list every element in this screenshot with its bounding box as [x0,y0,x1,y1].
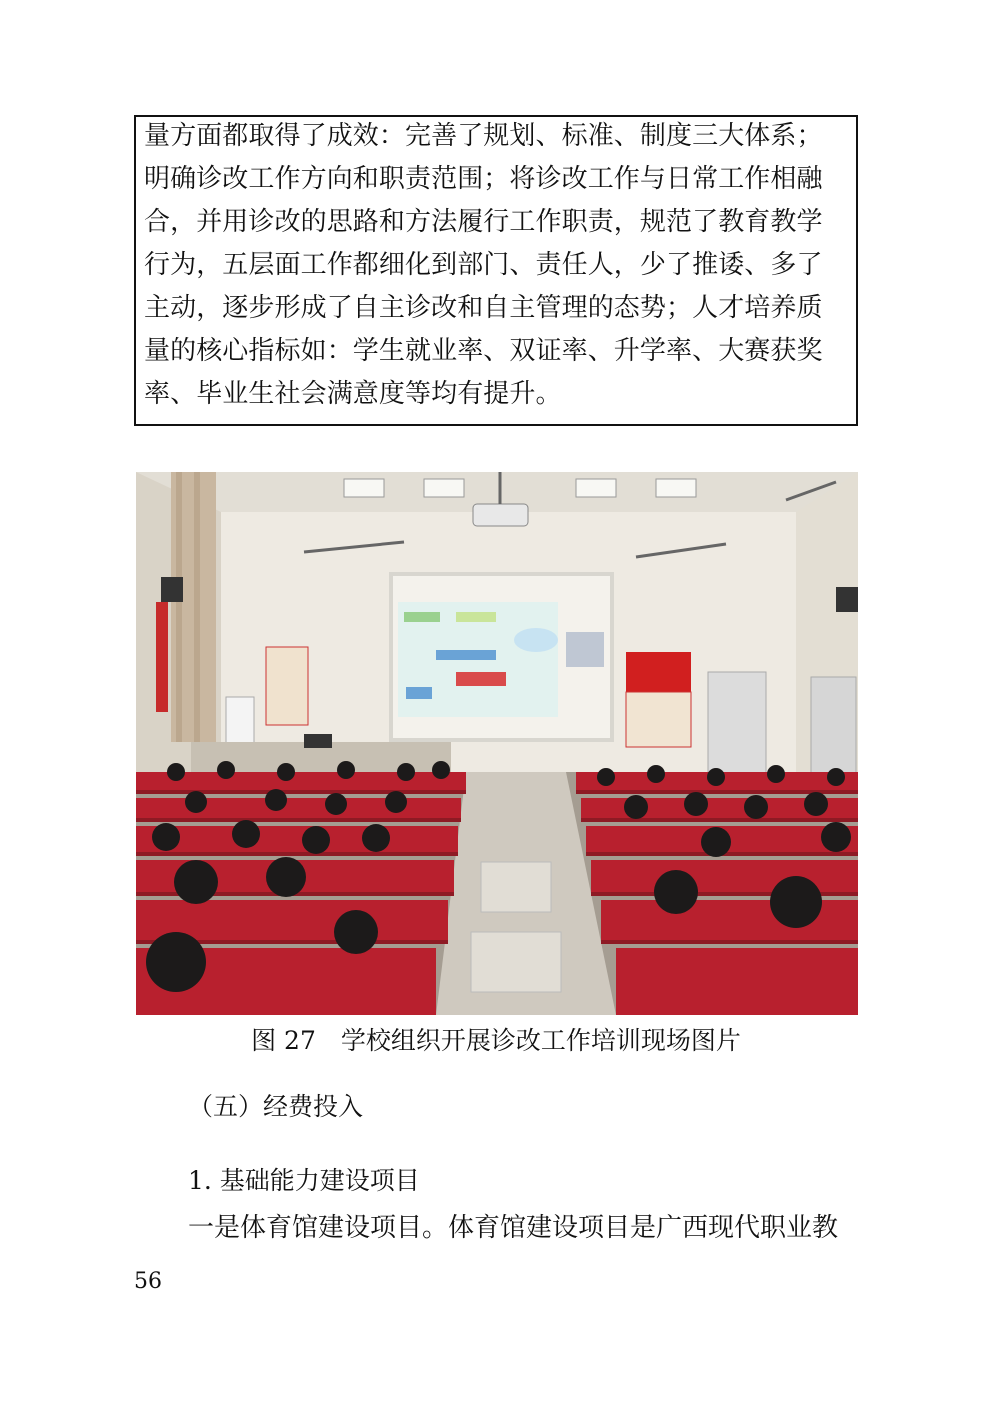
text-box [134,115,858,426]
lecture-hall-illustration [136,472,858,1015]
box-line: 行为，五层面工作都细化到部门、责任人，少了推诿、多了 [144,250,823,280]
training-photo [136,472,858,1015]
figure-caption: 图 27 学校组织开展诊改工作培训现场图片 [251,1026,741,1055]
box-line: 主动，逐步形成了自主诊改和自主管理的态势；人才培养质 [144,293,823,323]
page-number: 56 [134,1269,162,1294]
box-line: 明确诊改工作方向和职责范围；将诊改工作与日常工作相融 [144,164,823,194]
box-line: 量的核心指标如：学生就业率、双证率、升学率、大赛获奖 [144,336,823,366]
box-line: 率、毕业生社会满意度等均有提升。 [144,379,562,409]
box-line: 量方面都取得了成效：完善了规划、标准、制度三大体系； [144,121,823,151]
subsection-heading: 1. 基础能力建设项目 [188,1166,420,1195]
section-heading: （五）经费投入 [188,1092,364,1121]
box-line: 合，并用诊改的思路和方法履行工作职责，规范了教育教学 [144,207,823,237]
body-paragraph: 一是体育馆建设项目。体育馆建设项目是广西现代职业教 [188,1213,839,1243]
